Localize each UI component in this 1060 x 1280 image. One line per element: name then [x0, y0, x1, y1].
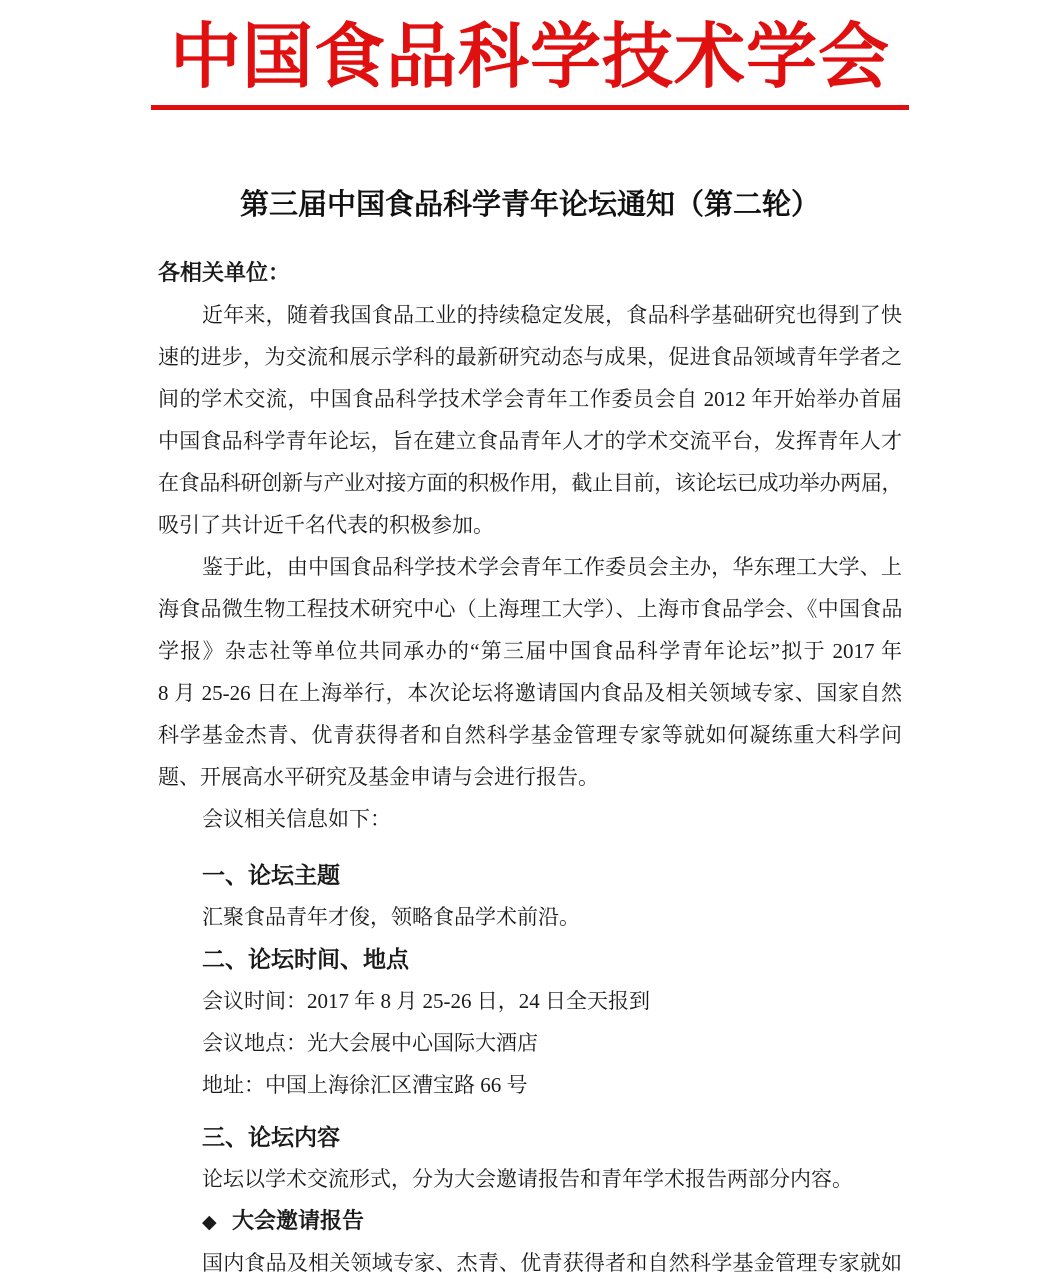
meeting-time-line: 会议时间：2017 年 8 月 25-26 日，24 日全天报到 [202, 989, 650, 1013]
paragraph-1-line-4: 中国食品科学青年论坛，旨在建立食品青年人才的学术交流平台，发挥青年人才 [158, 429, 902, 453]
invited-report-body-line: 国内食品及相关领域专家、杰青、优青获得者和自然科学基金管理专家就如 [202, 1251, 902, 1275]
paragraph-2-line-5: 科学基金杰青、优青获得者和自然科学基金管理专家等就如何凝练重大科学问 [158, 723, 902, 747]
document-body [0, 252, 1060, 1280]
paragraph-2-line-4: 8 月 25-26 日在上海举行，本次论坛将邀请国内食品及相关领域专家、国家自然 [158, 681, 902, 705]
paragraph-1-line-5: 在食品科研创新与产业对接方面的积极作用，截止目前，该论坛已成功举办两届， [158, 471, 902, 495]
paragraph-1-line-2: 速的进步，为交流和展示学科的最新研究动态与成果，促进食品领域青年学者之 [158, 345, 902, 369]
paragraph-2-line-2: 海食品微生物工程技术研究中心（上海理工大学）、上海市食品学会、《中国食品 [158, 597, 902, 621]
section-3-heading: 三、论坛内容 [202, 1124, 340, 1150]
forum-content-desc-line: 论坛以学术交流形式，分为大会邀请报告和青年学术报告两部分内容。 [202, 1167, 853, 1191]
section-1-heading: 一、论坛主题 [202, 862, 340, 888]
invited-report-bullet [158, 1200, 902, 1242]
diamond-bullet-icon: ◆ [202, 1212, 217, 1233]
paragraph-1-line-3: 间的学术交流，中国食品科学技术学会青年工作委员会自 2012 年开始举办首届 [158, 387, 902, 411]
forum-theme-line: 汇聚食品青年才俊，领略食品学术前沿。 [202, 905, 580, 929]
paragraph-2-line-1: 鉴于此，由中国食品科学技术学会青年工作委员会主办，华东理工大学、上 [202, 555, 902, 579]
paragraph-2-line-6: 题、开展高水平研究及基金申请与会进行报告。 [158, 765, 599, 789]
paragraph-1-line-6: 吸引了共计近千名代表的积极参加。 [158, 513, 494, 537]
paragraph-1-line-1: 近年来，随着我国食品工业的持续稳定发展，食品科学基础研究也得到了快 [202, 303, 902, 327]
section-2-heading: 二、论坛时间、地点 [202, 946, 409, 972]
paragraph-2-line-3: 学报》杂志社等单位共同承办的“第三届中国食品科学青年论坛”拟于 2017 年 [158, 639, 902, 663]
meeting-address-line: 地址：中国上海徐汇区漕宝路 66 号 [202, 1073, 528, 1097]
letterhead-rule [151, 105, 909, 110]
meeting-venue-line: 会议地点：光大会展中心国际大酒店 [202, 1031, 538, 1055]
meeting-info-intro: 会议相关信息如下： [202, 807, 391, 831]
salutation: 各相关单位： [158, 260, 291, 285]
invited-report-label: 大会邀请报告 [232, 1208, 365, 1233]
letterhead-org-name: 中国食品科学技术学会 [169, 19, 890, 97]
document-title: 第三届中国食品科学青年论坛通知（第二轮） [239, 189, 820, 221]
